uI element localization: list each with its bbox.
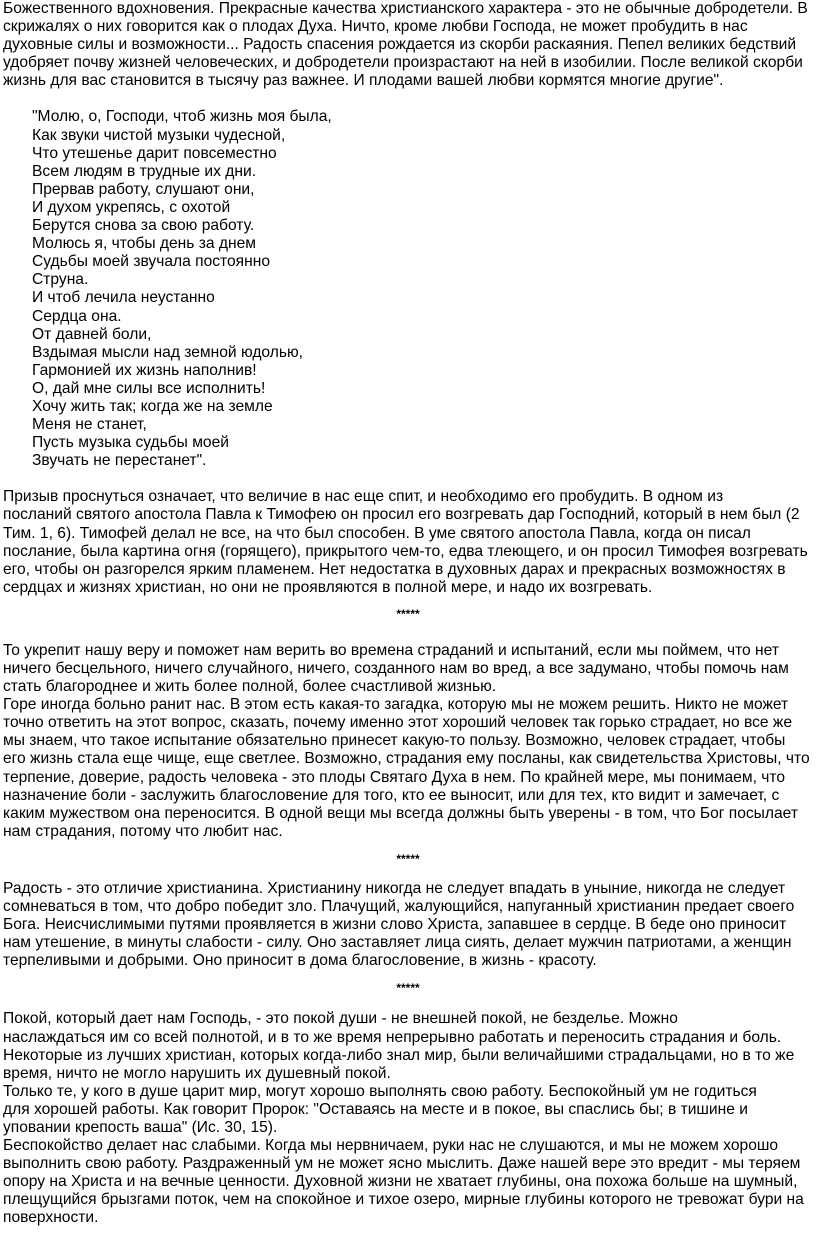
paragraph-grief: Горе иногда больно ранит нас. В этом есть какая-то загадка, которую мы не можем решить. Никто не может точно ответить на этот вопрос, сказать, почему именно этот хороший человек так горько страдает, но все же мы знаем, что такое испытание обязательно принесет какую-то пользу. Возможно, человек страдает, чтобы его жизнь стала еще чище, еще светлее. Возможно, страдания ему посланы, как свидетельства Христовы, что терпение, доверие, радость человека - это плоды Святаго Духа в нем. По крайней мере, мы понимаем, что назначение боли - заслужить благословение для того, кто ее выносит, или для тех, кто видит и замечает, с каким мужеством она переносится. В одной вещи мы всегда должны быть уверены - в том, что Бог посылает нам страдания, потому что любит нас.	[3, 696, 810, 840]
paragraph-faith: То укрепит нашу веру и поможет нам верить во времена страданий и испытаний, если мы поймем, что нет ничего бесцельного, ничего случайного, ничего, созданного нам во вред, а все задумано, чтобы помочь нам стать благороднее и жить более полной, более счастливой жизнью.	[3, 641, 789, 696]
paragraph-peaceful-work: Только те, у кого в душе царит мир, могут хорошо выполнять свою работу. Беспокойный ум не годиться для хорошей работы. Как говорит Пророк: "Оставаясь на месте и в покое, вы спаслись бы; в тишине и уповании крепость ваша" (Ис. 30, 15).	[3, 1082, 757, 1136]
section-separator: *****	[396, 606, 420, 621]
paragraph-joy: Радость - это отличие христианина. Христианину никогда не следует впадать в уныние, никогда не следует сомневаться в том, что добро победит зло. Плачущий, жалующийся, напуганный христианин предает своего Бога. Неисчислимыми путями проявляется в жизни слово Христа, запавшее в сердце. В беде оно приносит нам утешение, в минуты слабости - силу. Оно заставляет лица сиять, делает мужчин патриотами, а женщин терпеливыми и добрыми. Оно приносит в дома благословение, в жизнь - красоту.	[3, 879, 795, 970]
paragraph-peace: Покой, который дает нам Господь, - это покой души - не внешней покой, не безделье. Можно наслаждаться им со всей полнотой, и в то же время непрерывно работать и переносить страдания и боль. Некоторые из лучших христиан, которых когда-либо знал мир, были величайшими страдальцами, но в то же время, ничто не могло нарушить их душевный покой.	[3, 1010, 795, 1082]
section-separator: *****	[396, 851, 420, 866]
intro-paragraph: Божественного вдохновения. Прекрасные качества христианского характера - это не обычные добродетели. В скрижалях о них говорится как о плодах Духа. Ничто, кроме любви Господа, не может пробудить в нас духовные силы и возможности... Радость спасения рождается из скорби раскаяния. Пепел великих бедствий удобряет почву жизней человеческих, и добродетели произрастают на ней в изобилии. После великой скорби жизнь для вас становится в тысячу раз важнее. И плодами вашей любви кормятся многие другие".	[3, 0, 808, 90]
section-separator: *****	[396, 981, 420, 996]
paragraph-awakening-call: Призыв проснуться означает, что величие в нас еще спит, и необходимо его пробудить. В одном из посланий святого апостола Павла к Тимофею он просил его возгревать дар Господний, который в нем был (2 Тим. 1, 6). Тимофей делал не все, на что был способен. В уме святого апостола Павла, когда он писал послание, была картина огня (горящего), прикрытого чем-то, едва тлеющего, и он просил Тимофея возгревать его, чтобы он разгорелся ярким пламенем. Нет недостатка в духовных дарах и прекрасных возможностях в сердцах и жизнях христиан, но они не проявляются в полной мере, и надо их возгревать.	[3, 488, 808, 596]
paragraph-anxiety: Беспокойство делает нас слабыми. Когда мы нервничаем, руки нас не слушаются, и мы не можем хорошо выполнить свою работу. Раздраженный ум не может ясно мыслить. Даже нашей вере это вредит - мы теряем опору на Христа и на вечные ценности. Духовной жизни не хватает глубины, она похожа больше на шумный, плещущийся брызгами поток, чем на спокойное и тихое озеро, мирные глубины которого не тревожат бури на поверхности.	[3, 1137, 804, 1227]
poem-block: "Молю, о, Господи, чтоб жизнь моя была, Как звуки чистой музыки чудесной, Что утешенье дарит повсеместно Всем людям в трудные их дни. Прервав работу, слушают они, И духом укрепясь, с охотой Берутся снова за свою работу. Молюсь я, чтобы день за днем Судьбы моей звучала постоянно Струна. И чтоб лечила неустанно Сердца она. От давней боли, Вздымая мысли над земной юдолью, Гармонией их жизнь наполнив! О, дай мне силы все исполнить! Хочу жить так; когда же на земле Меня не станет, Пусть музыка судьбы моей Звучать не перестанет".	[32, 108, 332, 470]
